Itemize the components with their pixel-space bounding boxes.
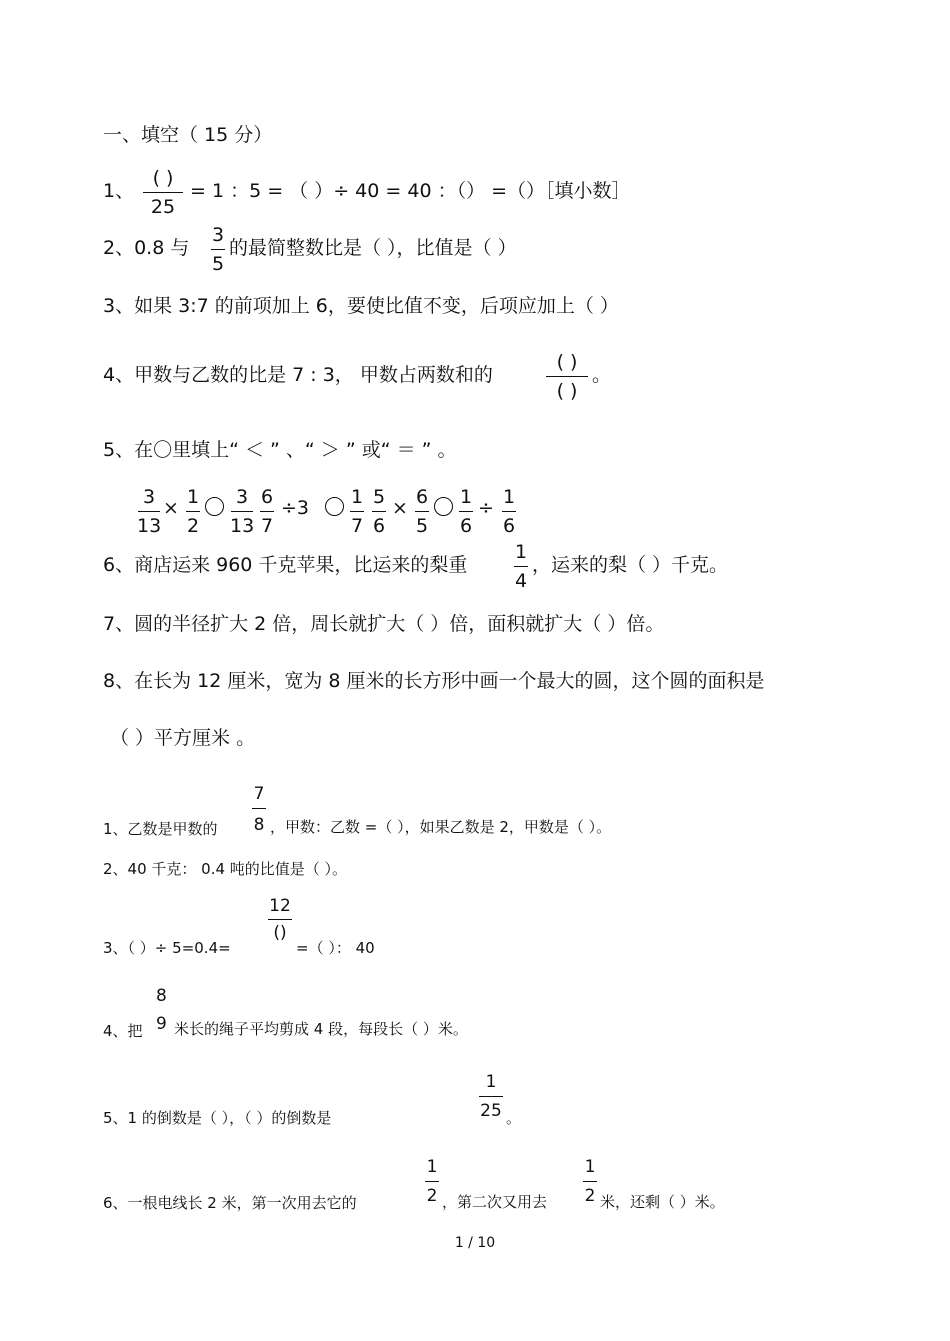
fraction-bar bbox=[502, 511, 516, 512]
q2-fraction bbox=[211, 226, 225, 274]
q3-text: 3、如果 3:7 的前项加上 6，要使比值不变，后项应加上（ ） bbox=[103, 295, 619, 317]
p2-q1-fraction-numerator: 7 bbox=[253, 784, 265, 804]
p2-q4-text-left: 4、把 bbox=[103, 1022, 143, 1040]
p2-q6-text-left: 6、一根电线长 2 米，第一次用去它的 bbox=[103, 1194, 357, 1212]
p2-q6-fraction-2-numerator: 1 bbox=[584, 1157, 596, 1177]
q5-fraction bbox=[230, 488, 254, 536]
q8-text-line1: 8、在长为 12 厘米，宽为 8 厘米的长方形中画一个最大的圆，这个圆的面积是 bbox=[103, 670, 765, 692]
fraction-bar bbox=[211, 249, 225, 250]
p2-q6-fraction-2-denominator: 2 bbox=[584, 1186, 596, 1206]
fraction-bar bbox=[143, 192, 183, 193]
p2-q4-text-right: 米长的绳子平均剪成 4 段，每段长（ ）米。 bbox=[174, 1020, 468, 1038]
p2-q1-fraction-denominator: 8 bbox=[253, 815, 265, 835]
compare-circle[interactable] bbox=[205, 497, 224, 517]
fraction-numerator: 1 bbox=[459, 486, 473, 508]
fraction-bar bbox=[231, 511, 253, 512]
page-number: 1 / 10 bbox=[454, 1235, 496, 1251]
fraction-bar bbox=[425, 1181, 439, 1182]
divide-sign: ÷ bbox=[478, 497, 494, 519]
q6-text-right: ，运来的梨（ ）千克。 bbox=[532, 554, 729, 576]
p2-q3-fraction-numerator: 12 bbox=[269, 896, 291, 916]
q5-fraction bbox=[350, 488, 364, 536]
q4-fraction-numerator: ( ) bbox=[556, 351, 578, 373]
q5-fraction bbox=[137, 488, 161, 536]
q2-fraction-numerator: 3 bbox=[211, 224, 225, 246]
fraction-denominator: 13 bbox=[230, 515, 255, 537]
q6-fraction-denominator: 4 bbox=[514, 570, 528, 592]
q1-text: = 1 ：5 = （ ）÷ 40 = 40 ：（） =（）［填小数］ bbox=[190, 180, 631, 202]
p2-q5-fraction-denominator: 25 bbox=[480, 1101, 502, 1121]
fraction-denominator: 6 bbox=[372, 515, 386, 537]
fraction-bar bbox=[372, 511, 386, 512]
q5-fraction bbox=[459, 488, 473, 536]
p2-q2-text: 2、40 千克： 0.4 吨的比值是（ ）。 bbox=[103, 860, 348, 878]
fraction-denominator: 5 bbox=[415, 515, 429, 537]
p2-q1-text-left: 1、乙数是甲数的 bbox=[103, 820, 218, 838]
q6-fraction bbox=[514, 543, 528, 591]
fraction-denominator: 6 bbox=[502, 515, 516, 537]
fraction-numerator: 6 bbox=[260, 486, 274, 508]
divide-expression: ÷3 bbox=[281, 497, 310, 519]
fraction-bar bbox=[252, 808, 266, 809]
fraction-bar bbox=[583, 1181, 597, 1182]
section-title: 一、填空（ 15 分） bbox=[103, 124, 273, 146]
fraction-bar bbox=[514, 566, 528, 567]
times-sign: × bbox=[163, 497, 179, 519]
q4-fraction-denominator: ( ) bbox=[556, 380, 578, 402]
q8-text-line2: （ ）平方厘米 。 bbox=[110, 727, 256, 749]
fraction-bar bbox=[459, 511, 473, 512]
fraction-numerator: 3 bbox=[143, 486, 156, 508]
q4-text-left: 4、甲数与乙数的比是 7 : 3， 甲数占两数和的 bbox=[103, 364, 493, 386]
p2-q4-fraction-denominator: 9 bbox=[156, 1014, 167, 1034]
q4-fraction bbox=[546, 353, 588, 401]
p2-q4-fraction bbox=[156, 988, 167, 1033]
p2-q6-fraction-2 bbox=[583, 1159, 597, 1205]
q1-fraction-denominator: 25 bbox=[150, 196, 176, 218]
fraction-bar bbox=[260, 511, 274, 512]
fraction-numerator: 3 bbox=[236, 486, 249, 508]
q2-fraction-denominator: 5 bbox=[211, 253, 225, 275]
p2-q6-text-mid: ，第二次又用去 bbox=[442, 1193, 548, 1211]
fraction-bar bbox=[479, 1096, 503, 1097]
fraction-numerator: 5 bbox=[372, 486, 386, 508]
p2-q6-fraction-1-denominator: 2 bbox=[426, 1186, 438, 1206]
q2-text-left: 2、0.8 与 bbox=[103, 237, 190, 259]
p2-q4-fraction-numerator: 8 bbox=[156, 986, 167, 1006]
q5-fraction bbox=[260, 488, 274, 536]
p2-q3-text-right: =（ ）： 40 bbox=[296, 939, 375, 957]
fraction-bar bbox=[546, 376, 588, 377]
q5-text: 5、在〇里填上“ ＜ ” 、“ ＞ ” 或“ ＝ ” 。 bbox=[103, 439, 457, 461]
q6-fraction-numerator: 1 bbox=[514, 541, 528, 563]
p2-q5-text-left: 5、1 的倒数是（ ），（ ）的倒数是 bbox=[103, 1109, 332, 1127]
p2-q3-fraction bbox=[268, 898, 292, 942]
fraction-numerator: 1 bbox=[350, 486, 364, 508]
p2-q1-text-right: ，甲数：乙数 =（ ），如果乙数是 2，甲数是（ ）。 bbox=[270, 818, 612, 836]
q5-fraction bbox=[502, 488, 516, 536]
fraction-numerator: 1 bbox=[502, 486, 516, 508]
q6-text-left: 6、商店运来 960 千克苹果，比运来的梨重 bbox=[103, 554, 468, 576]
times-sign: × bbox=[392, 497, 408, 519]
fraction-denominator: 13 bbox=[137, 515, 162, 537]
p2-q3-text-left: 3、（ ）÷ 5=0.4= bbox=[103, 939, 231, 957]
fraction-bar bbox=[186, 511, 200, 512]
fraction-numerator: 6 bbox=[415, 486, 429, 508]
p2-q5-text-right: 。 bbox=[506, 1109, 522, 1127]
q5-fraction bbox=[372, 488, 386, 536]
fraction-bar bbox=[138, 511, 160, 512]
q5-fraction bbox=[186, 488, 200, 536]
p2-q5-fraction bbox=[479, 1074, 503, 1120]
fraction-numerator: 1 bbox=[186, 486, 200, 508]
compare-circle[interactable] bbox=[325, 497, 344, 517]
fraction-bar bbox=[415, 511, 429, 512]
q5-fraction bbox=[415, 488, 429, 536]
q4-text-right: 。 bbox=[592, 364, 612, 386]
fraction-bar bbox=[350, 511, 364, 512]
q1-fraction bbox=[143, 169, 183, 217]
q1-number: 1、 bbox=[103, 180, 135, 202]
fraction-denominator: 7 bbox=[350, 515, 364, 537]
p2-q6-fraction-1 bbox=[425, 1159, 439, 1205]
p2-q6-text-right: 米，还剩（ ）米。 bbox=[600, 1193, 725, 1211]
fraction-denominator: 7 bbox=[260, 515, 274, 537]
compare-circle[interactable] bbox=[434, 497, 453, 517]
q1-fraction-numerator: ( ) bbox=[152, 167, 174, 189]
q7-text: 7、圆的半径扩大 2 倍，周长就扩大（ ）倍，面积就扩大（ ）倍。 bbox=[103, 613, 665, 635]
p2-q6-fraction-1-numerator: 1 bbox=[426, 1157, 438, 1177]
fraction-denominator: 2 bbox=[186, 515, 200, 537]
p2-q5-fraction-numerator: 1 bbox=[485, 1072, 497, 1092]
q2-text-right: 的最简整数比是（ ），比值是（ ） bbox=[229, 237, 517, 259]
fraction-bar bbox=[268, 919, 292, 920]
p2-q3-fraction-denominator: () bbox=[273, 923, 287, 943]
fraction-denominator: 6 bbox=[459, 515, 473, 537]
p2-q1-fraction bbox=[252, 786, 266, 834]
